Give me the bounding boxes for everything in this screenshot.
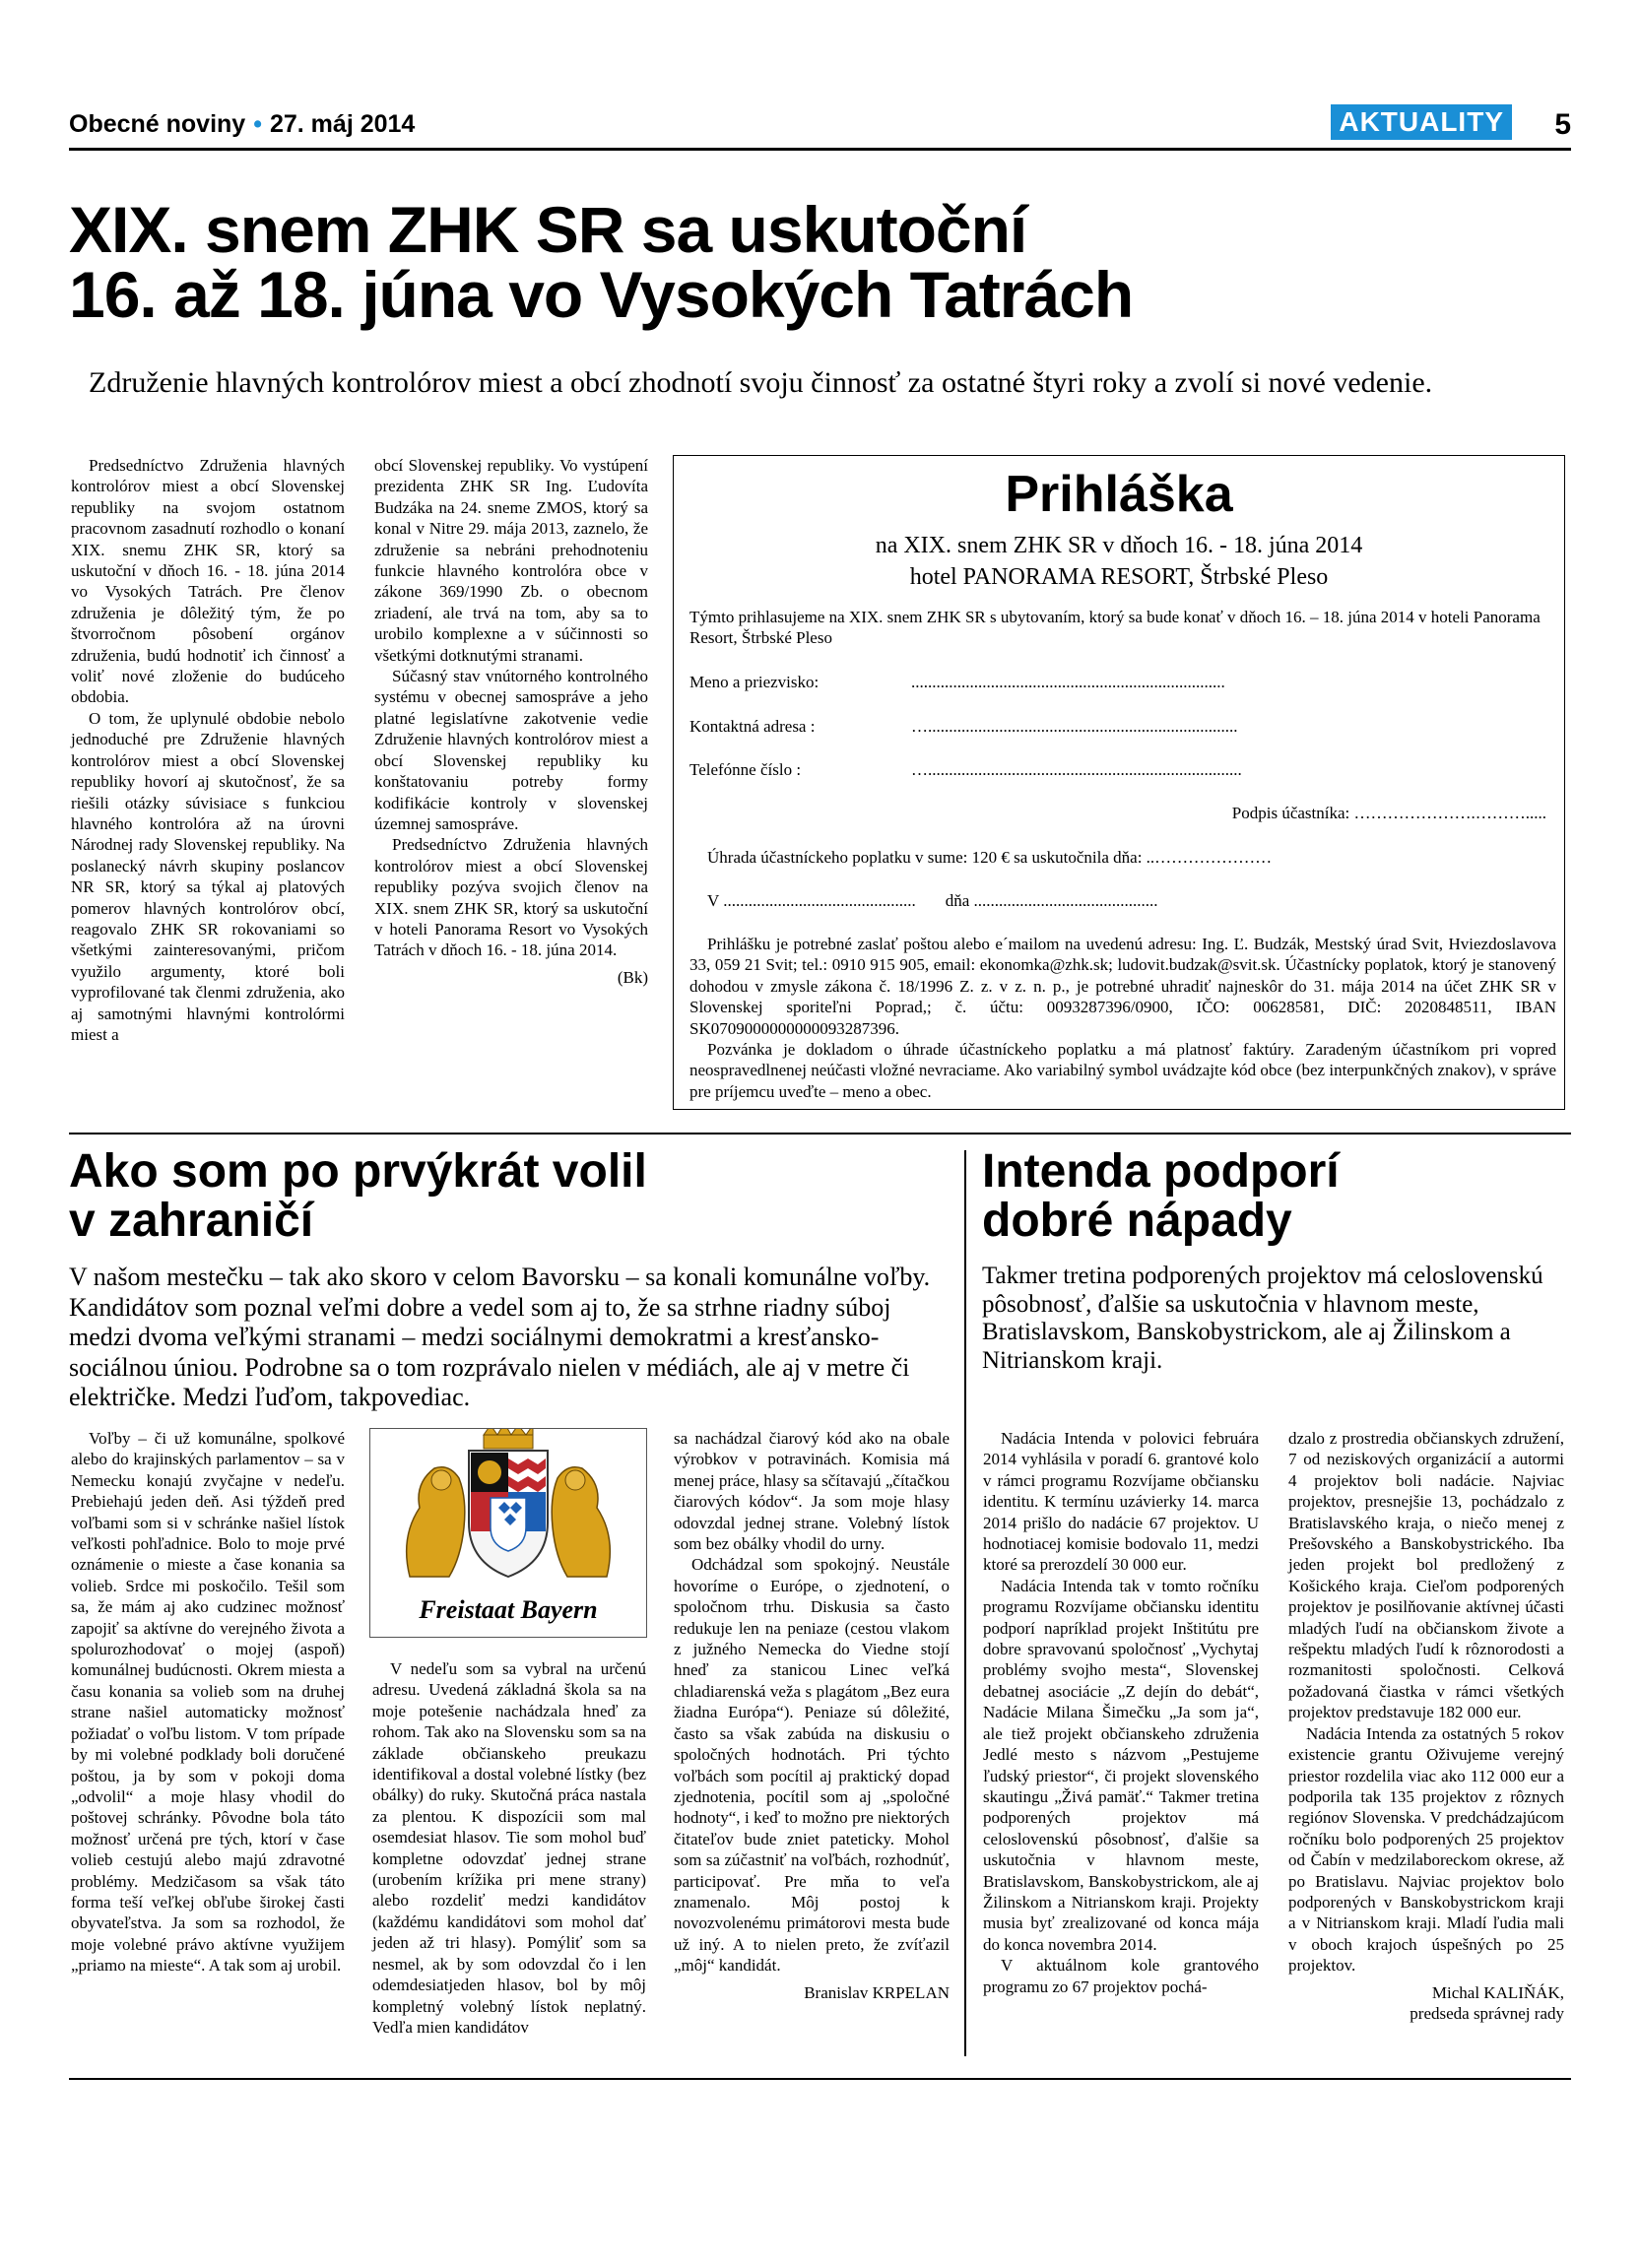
article2-headline-line1: Ako som po prvýkrát volil (69, 1145, 647, 1198)
article3-column2 (1288, 1428, 1564, 2024)
name-label: Meno a priezvisko: (689, 673, 820, 691)
article1-headline (69, 193, 1546, 331)
paragraph: Predsedníctvo Združenia hlavných kontrolórov miest a obcí Slovenskej republiky pozýva svojich členov na XIX. snem ZHK SR, ktorý sa uskutoční v hoteli Panorama Resort vo Vysokých Tatrách v dňoch 16. - 18. júna 2014. (374, 835, 648, 960)
article1-signature: (Bk) (617, 967, 648, 987)
article1-headline-line2: 16. až 18. júna vo Vysokých Tatrách (69, 258, 1134, 331)
article2-column3 (674, 1428, 950, 2003)
masthead-left (69, 110, 415, 139)
phone-field[interactable]: …........................................................................... (911, 760, 1242, 779)
article2-column1 (71, 1428, 345, 1976)
address-field[interactable]: ….......................................................................... (911, 717, 1238, 736)
form-place-date-row (707, 890, 1554, 911)
article3-signature-name: Michal KALIŇÁK, (1431, 1982, 1564, 2002)
paragraph: Voľby – či už komunálne, spolkové alebo do krajinských parlamentov – sa v Nemecku konajú zvyčajne v nedeľu. Prebiehajú jeden deň. Asi týždeň pred voľbami som si v schránke našiel lístok veľkosti pohľadnice. Bolo to moje prvé oznámenie o mieste a čase konania sa volieb. Srdce mi poskočilo. Tešil som sa, že mám aj ako cudzinec možnosť zapojiť sa aktívne do verejného života a spolurozhodovať o mojej (aspoň) komunálnej budúcnosti. Okrem miesta a času konania sa volieb som na druhej strane našiel automaticky možnosť požiadať o voľbu listom. V tom prípade by mi volebné podklady boli doručené poštou, ja by som v pokoji doma „odvolil“ a moje hlasy vhodil do poštovej schránky. Pôvodne bola táto možnosť určená pre tých, ktorí v čase volieb cestujú alebo majú zdravotné problémy. Medzičasom sa však táto forma teší veľkej obľube širokej časti obyvateľstva. Ja som sa rozhodol, že moje volebné právo aktívne využijem „priamo na mieste“. A tak som aj urobil. (71, 1429, 345, 1976)
paragraph: obcí Slovenskej republiky. Vo vystúpení prezidenta ZHK SR Ing. Ľudovíta Budzáka na 24. sneme ZMOS, ktorý sa konal v Nitre 29. mája 2013, zaznelo, že združenie sa nebráni prehodnoteniu funkcie hlavného kontrolóra obce v zákone 369/1990 Zb. o obecnom zriadení, ale trvá na tom, aby sa to urobilo komplexne a v súčinnosti so všetkými dotknutými stranami. (374, 456, 648, 665)
image-caption-text: Freistaat Bayern (419, 1595, 598, 1624)
page-number: 5 (1554, 108, 1571, 141)
article2-signature: Branislav KRPELAN (804, 1982, 950, 2002)
article3-headline (982, 1147, 1573, 1246)
form-row-phone (689, 759, 1556, 780)
paragraph: V nedeľu som sa vybral na určenú adresu. Uvedená základná škola sa na moje potešenie nachádzala hneď za rohom. Tak ako na Slovensku som sa na základe občianskeho preukazu identifikoval a dostal volebné lístky (bez obálky) do ruky. Skutočná práca nastala za plentou. K dispozícii som mal osemdesiat hlasov. Tie som mohol buď kompletne odovzdať jednej strane (urobením krížika pri mene strany) alebo rozdeliť medzi kandidátov (každému kandidátovi som mohol dať jeden až tri hlasy). Pomýliť som sa nesmel, ak by som odovzdal čo i len odemdesiatjeden hlasov, bol by môj kompletný volebný lístok neplatný. Vedľa mien kandidátov (372, 1659, 646, 2037)
form-row-address (689, 716, 1556, 737)
paragraph: Odchádzal som spokojný. Neustále hovoríme o Európe, o zjednotení, o spoločnom trhu. Diskusia sa často redukuje len na peniaze (cestou vlakom z južného Nemecka do Viedne stojí hneď za stanicou Linec veľká chladiarenská veža s plagátom „Bez eura žiadna Európa“). Peniaze sú dôležité, často sa však zabúda na diskusiu o spoločných hodnotách. Pri týchto voľbách som pocítil aj praktický dopad zjednotenia, pocítil som aj „spoločné hodnoty“, i keď to možno pre niektorých čitateľov bude zniet pateticky. Mohol som sa zúčastniť na voľbách, rozhodnúť, participovať. Pre mňa to veľa znamenalo. Môj postoj k novozvolenému primátorovi mesta bude už iný. A to nielen preto, že zvíťazil „môj“ kandidát. (674, 1555, 950, 1976)
form-info-paragraph: Prihlášku je potrebné zaslať poštou alebo e´mailom na uvedenú adresu: Ing. Ľ. Budzák, Mestský úrad Svit, Hviezdoslavova 33, 059 21 Svit; tel.: 0910 915 905, email: ekonomka@zhk.sk; ludovit.budzak@svit.sk. Účastnícky poplatok, ktorý je stanovený dohodou v zmysle zákona č. 18/1996 Z. z. v z. n. p., je potrebné uhradiť najneskôr do 31. mája 2014 na účet ZHK SR v Slovenskej sporiteľni Poprad,; č. účtu: 0093287396/0900, IČO: 00628581, DIČ: 2020848511, IBAN SK0709000000000093287396. (689, 935, 1556, 1038)
bavaria-coat-of-arms-image (369, 1428, 647, 1638)
paragraph: Predsedníctvo Združenia hlavných kontrolórov miest a obcí Slovenskej republiky na svojom ostatnom pracovnom zasadnutí rozhodlo o konaní XIX. snemu ZHK SR, ktorý sa uskutoční v dňoch 16. - 18. júna 2014 vo Vysokých Tatrách. Pre členov združenia je dôležitý tým, že po štvorročnom pôsobení orgánov združenia, budú hodnotiť ich činnosť a voliť nové zloženie do budúceho obdobia. (71, 456, 345, 707)
form-subtitle-line1: na XIX. snem ZHK SR v dňoch 16. - 18. júna 2014 (875, 533, 1363, 558)
article3-column1 (983, 1428, 1259, 1997)
address-label: Kontaktná adresa : (689, 717, 816, 736)
article3-headline-line1: Intenda podporí (982, 1145, 1340, 1198)
form-row-name (689, 672, 1556, 692)
name-field[interactable]: ........................................................................... (911, 673, 1225, 691)
phone-label: Telefónne číslo : (689, 760, 802, 779)
article3-headline-line2: dobré nápady (982, 1195, 1292, 1247)
bottom-rule (69, 2078, 1571, 2080)
separator-dot: • (253, 110, 262, 138)
column-divider (964, 1150, 966, 2056)
form-subtitle (673, 530, 1565, 593)
paragraph: dzalo z prostredia občianskych združení, 7 od neziskových organizácií a autormi 4 projektov boli nadácie. Najviac projektov, presnejšie 13, pochádzalo z Bratislavského kraja, o niečo menej z Prešovského a Banskobystrického. Iba jeden projekt bol predložený z Košického kraja. Cieľom podporených projektov je posilňovanie aktívnej účasti mladých ľudí na občianskom živote a rešpektu mladých ľudí k rôznorodosti a rozmanitosti spoločnosti. Celková požadovaná čiastka v rámci všetkých projektov predstavuje 182 000 eur. (1288, 1429, 1564, 1722)
article2-headline-line2: v zahraničí (69, 1195, 314, 1247)
form-signature-field[interactable]: Podpis účastníka: ………………….………..... (1231, 804, 1546, 822)
paragraph: sa nachádzal čiarový kód ako na obale výrobkov v potravinách. Komisia má menej práce, hlasy sa sčítavajú „čítačkou čiarových kódov“. Ja som moje hlasy odovzdal jednej strane. Volebný lístok som bez obálky vhodil do urny. (674, 1429, 950, 1554)
article2-column2 (372, 1658, 646, 2038)
form-intro: Týmto prihlasujeme na XIX. snem ZHK SR s ubytovaním, ktorý sa bude konať v dňoch 16. – 18. júna 2014 v hoteli Panorama Resort, Štrbské Pleso (689, 608, 1541, 648)
article3-signature-role: predseda správnej rady (1410, 2003, 1564, 2023)
form-info-paragraph: Pozvánka je dokladom o úhrade účastníckeho poplatku a má platnosť faktúry. Zaradeným účastníkom pri vopred neospravedlnenej neúčasti vložné nevraciame. Ako variabilný symbol uvádzajte kód obce (bez interpunkčných znakov), v správe pre príjemcu uveďte – meno a obec. (689, 1040, 1556, 1101)
middle-rule (69, 1133, 1571, 1134)
date-field[interactable]: dňa ............................................ (945, 891, 1158, 910)
article1-subhead: Združenie hlavných kontrolórov miest a obcí zhodnotí svoju činnosť za ostatné štyri roky a zvolí si nové vedenie. (89, 366, 1433, 399)
article2-headline (69, 1147, 936, 1246)
place-field[interactable]: V .............................................. (707, 891, 916, 910)
paragraph: Nadácia Intenda tak v tomto ročníku programu Rozvíjame občiansku identitu podporí napríklad projekt Inštitútu pre dobre spravovanú spoločnosť „Vychytaj problémy svojho mesta“, Slovenskej debatnej asociácie „Z dejín do debát“, Nadácie Milana Šimečku „Ja som ja“, ale tiež projekt občianskeho združenia Jedlé mesto s názvom „Pestujeme ľudský priestor“, či projekt slovenského skautingu „Živá pamäť.“ Takmer tretina podporených projektov má celoslovenskú pôsobnosť, ďalšie sa uskutočnia v hlavnom meste, Bratislavskom, Banskobystrickom, ale aj Žilinskom a Nitrianskom kraji. Projekty musia byť zrealizované od konca mája do konca novembra 2014. (983, 1576, 1259, 1954)
section-label: AKTUALITY (1331, 104, 1512, 140)
paragraph: Súčasný stav vnútorného kontrolného systému v obecnej samospráve a jeho platné legislatívne zakotvenie vedie Združenie hlavných kontrolórov miest a obcí Slovenskej republiky ku konštatovaniu potreby formy kodifikácie kontroly v slovenskej územnej samospráve. (374, 667, 648, 833)
article3-subhead: Takmer tretina podporených projektov má celoslovenskú pôsobnosť, ďalšie sa uskutočnia v hlavnom meste, Bratislavskom, Banskobystrickom, ale aj Žilinskom a Nitrianskom kraji. (982, 1263, 1543, 1374)
masthead (69, 106, 1571, 150)
form-info (689, 934, 1556, 1102)
article1-column2 (374, 455, 648, 988)
article1-headline-line1: XIX. snem ZHK SR sa uskutoční (69, 193, 1027, 266)
form-fee-field[interactable]: Úhrada účastníckeho poplatku v sume: 120 € sa uskutočnila dňa: ..………………… (707, 848, 1273, 867)
article1-column1 (71, 455, 345, 1045)
form-title: Prihláška (1005, 466, 1233, 523)
issue-date: 27. máj 2014 (269, 110, 416, 138)
coat-of-arms-icon (370, 1429, 646, 1587)
top-rule (69, 148, 1571, 151)
paper-name: Obecné noviny (69, 110, 246, 138)
paragraph: V aktuálnom kole grantového programu zo 67 projektov pochá- (983, 1956, 1259, 1996)
paragraph: Nadácia Intenda v polovici februára 2014 vyhlásila v poradí 6. grantové kolo v rámci programu Rozvíjame občiansku identitu. K termínu uzávierky 14. marca 2014 prišlo do nadácie 67 projektov. U hodnotiacej komisie bodovalo 11, medzi ktoré sa prerozdelí 30 000 eur. (983, 1429, 1259, 1575)
paragraph: O tom, že uplynulé obdobie nebolo jednoduché pre Združenie hlavných kontrolórov miest a obcí Slovenskej republiky hovorí aj skutočnosť, že sa riešili otázky súvisiace s funkciou hlavného kontrolóra až na úrovni Národnej rady Slovenskej republiky. Na poslanecký návrh skupiny poslancov NR SR, ktorý sa týkal aj platových pomerov hlavných kontrolórov obcí, reagovalo ZHK SR rokovaniami so všetkými zainteresovanými, pričom využilo argumenty, ktoré boli vyprofilované tak členmi združenia, ako aj samotnými hlavnými kontrolórmi miest a (71, 708, 345, 1044)
article2-subhead: V našom mestečku – tak ako skoro v celom Bavorsku – sa konali komunálne voľby. Kandidátov som poznal veľmi dobre a vedel som aj to, že sa strhne riadny súboj medzi dvoma veľkými stranami – medzi sociálnymi demokratmi a kresťansko-sociálnou úniou. Podrobne sa o tom rozprávalo nielen v médiách, ale aj v metre či električke. Medzi ľuďom, takpovediac. (69, 1263, 931, 1411)
paragraph: Nadácia Intenda za ostatných 5 rokov existencie grantu Oživujeme verejný priestor rozdelila viac ako 112 000 eur a podporila tak 135 projektov z rôznych regiónov Slovenska. V predchádzajúcom ročníku bolo podporených 25 projektov od Čabín v medzilaboreckom okrese, až po Bratislavu. Najviac projektov bolo podporených v Banskobystrickom kraji a v Nitrianskom kraji. Mladí ľudia mali v oboch krajoch úspešných po 25 projektov. (1288, 1723, 1564, 1976)
form-subtitle-line2: hotel PANORAMA RESORT, Štrbské Pleso (909, 564, 1329, 590)
